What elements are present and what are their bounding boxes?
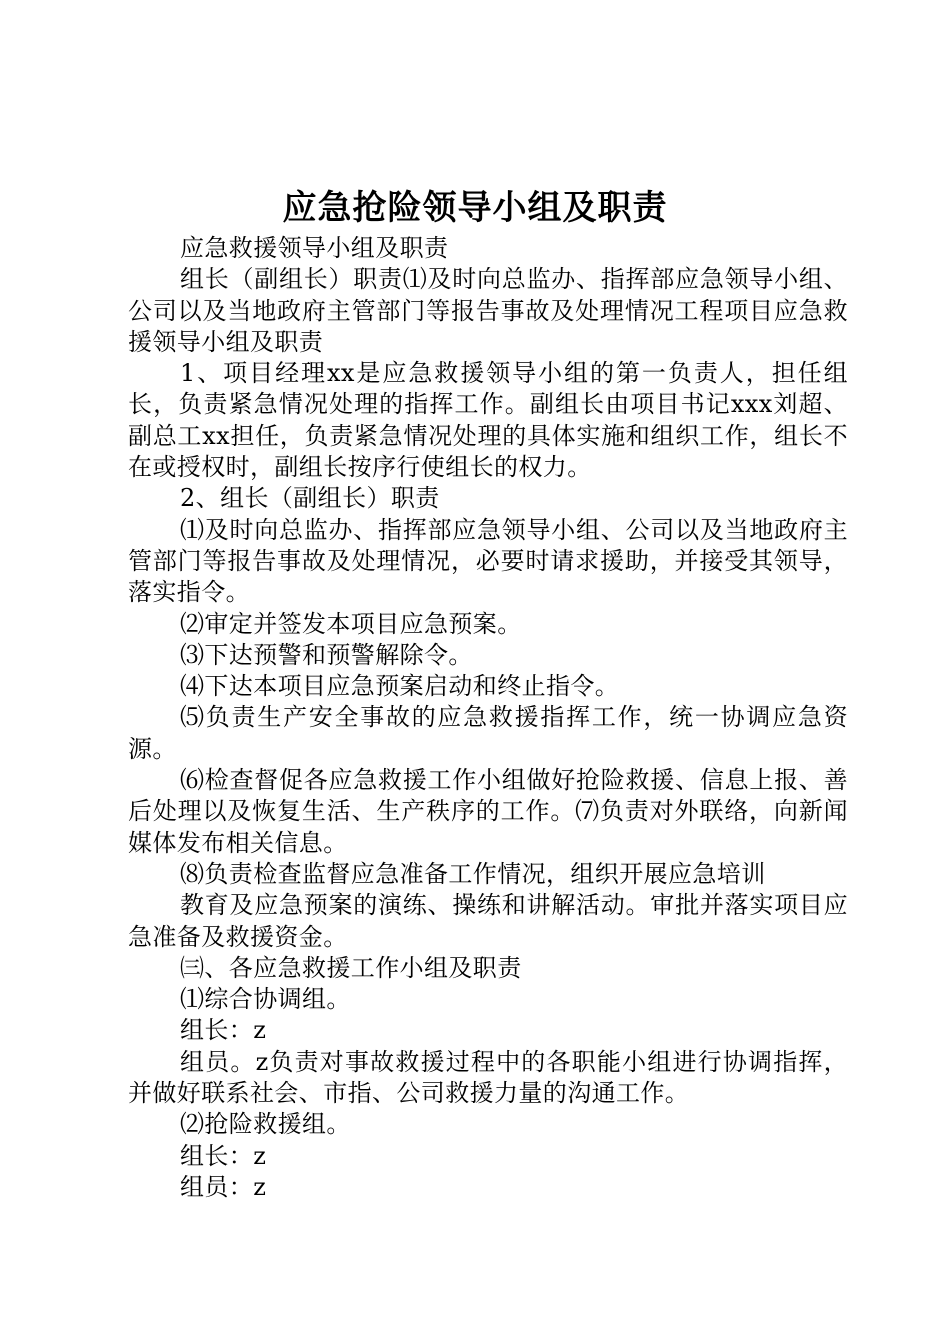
paragraph: ⑶下达预警和预警解除令。 — [180, 640, 473, 669]
paragraph: ⑸负责生产安全事故的应急救援指挥工作，统一协调应急资源。 — [128, 703, 848, 763]
paragraph: ⑵抢险救援组。 — [180, 1110, 351, 1139]
paragraph: ⑴及时向总监办、指挥部应急领导小组、公司以及当地政府主管部门等报告事故及处理情况，必要时请求援助，并接受其领导，落实指令。 — [128, 515, 848, 607]
paragraph: ⑻负责检查监督应急准备工作情况，组织开展应急培训 — [180, 859, 766, 888]
paragraph: 组员。z负责对事故救援过程中的各职能小组进行协调指挥，并做好联系社会、市指、公司救援力量的沟通工作。 — [128, 1047, 848, 1108]
paragraph: 组长：z — [180, 1016, 267, 1045]
paragraph: ⑴综合协调组。 — [180, 985, 351, 1014]
paragraph: 教育及应急预案的演练、操练和讲解活动。审批并落实项目应急准备及救援资金。 — [128, 891, 848, 951]
paragraph: 组长（副组长）职责⑴及时向总监办、指挥部应急领导小组、公司以及当地政府主管部门等报告事故及处理情况工程项目应急救援领导小组及职责 — [128, 265, 848, 356]
paragraph: 2、组长（副组长）职责 — [180, 484, 440, 513]
paragraph: 组员：z — [180, 1172, 267, 1201]
paragraph: ㈢、各应急救援工作小组及职责 — [180, 953, 522, 982]
paragraph: 应急救援领导小组及职责 — [180, 234, 449, 262]
paragraph: 1、项目经理xx是应急救援领导小组的第一负责人，担任组长，负责紧急情况处理的指挥工作。副组长由项目书记xxx刘超、副总工xx担任，负责紧急情况处理的具体实施和组织工作，组长不在或授权时，副组长按序行使组长的权力。 — [128, 359, 848, 482]
paragraph: ⑹检查督促各应急救援工作小组做好抢险救援、信息上报、善后处理以及恢复生活、生产秩序的工作。⑺负责对外联络，向新闻媒体发布相关信息。 — [128, 766, 848, 857]
document-title: 应急抢险领导小组及职责 — [282, 188, 668, 228]
document-body — [128, 233, 848, 1203]
paragraph: 组长：z — [180, 1141, 267, 1170]
paragraph: ⑷下达本项目应急预案启动和终止指令。 — [180, 672, 620, 701]
paragraph: ⑵审定并签发本项目应急预案。 — [180, 609, 522, 638]
